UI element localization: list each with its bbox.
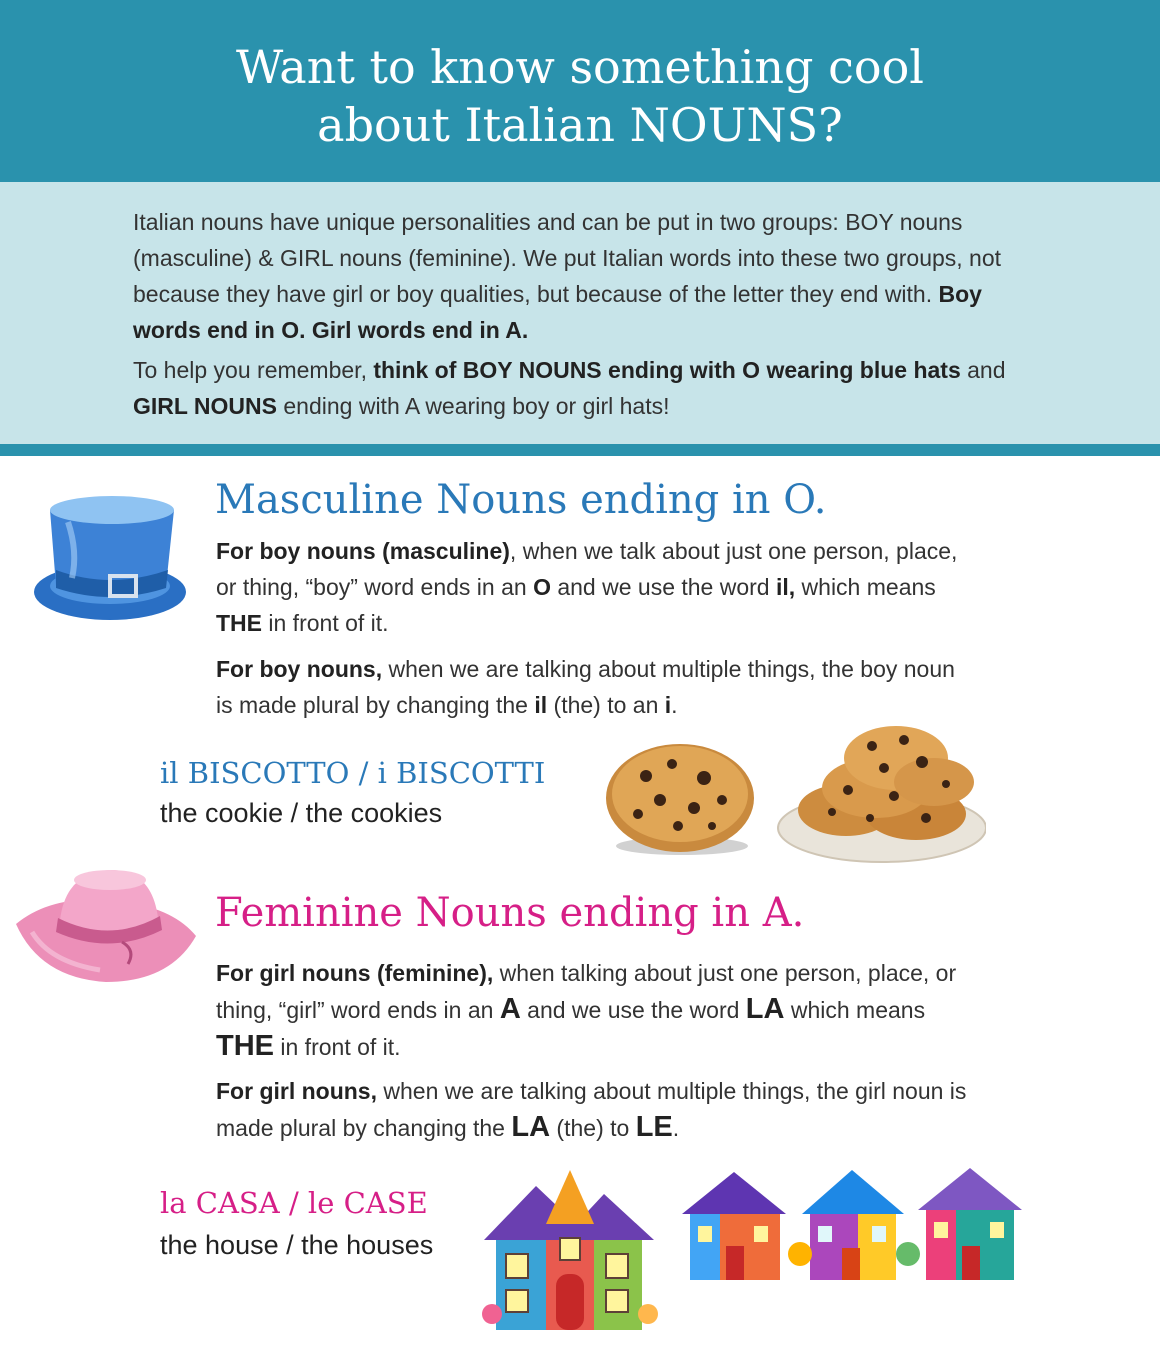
- feminine-example-translation: the house / the houses: [160, 1230, 434, 1260]
- houses-icon: [682, 1166, 1022, 1286]
- cookie-icon: [602, 738, 762, 858]
- feminine-paragraph-2: For girl nouns, when we are talking about multiple things, the girl noun is made plural by changing the LA (the) to LE.: [216, 1078, 967, 1143]
- masculine-title: Masculine Nouns ending in O.: [215, 477, 827, 523]
- page-title: [0, 38, 1160, 154]
- title-line-1: Want to know something cool: [236, 40, 924, 94]
- intro-paragraph-1: Italian nouns have unique personalities and can be put in two groups: BOY nouns (masculine) & GIRL nouns (feminine). We put Italian words into these two groups, not because they have girl or boy qualities, but because of the letter they end with. Boy words end in O. Girl words end in A.: [133, 209, 1002, 343]
- feminine-title: Feminine Nouns ending in A.: [215, 890, 805, 936]
- intro-paragraph-2: To help you remember, think of BOY NOUNS ending with O wearing blue hats and GIRL NOUNS ending with A wearing boy or girl hats!: [133, 357, 1006, 419]
- feminine-paragraph-1: For girl nouns (feminine), when talking about just one person, place, or thing, “girl” word ends in an A and we use the word LA which means THE in front of it.: [216, 960, 957, 1062]
- masculine-paragraph-2: For boy nouns, when we are talking about multiple things, the boy noun is made plural by changing the il (the) to an i.: [216, 656, 955, 718]
- intro-panel: [0, 182, 1160, 444]
- title-line-2: about Italian NOUNS?: [317, 98, 843, 152]
- house-icon: [476, 1164, 662, 1340]
- pink-hat-icon: [10, 858, 200, 988]
- masculine-example-word: il BISCOTTO / i BISCOTTI: [160, 756, 546, 790]
- cookie-plate-icon: [776, 718, 986, 864]
- intro-divider: [0, 444, 1160, 456]
- blue-top-hat-icon: [28, 492, 188, 626]
- masculine-example-translation: the cookie / the cookies: [160, 798, 443, 828]
- feminine-example-word: la CASA / le CASE: [160, 1186, 428, 1220]
- header-banner: [0, 0, 1160, 182]
- masculine-paragraph-1: For boy nouns (masculine), when we talk about just one person, place, or thing, “boy” word ends in an O and we use the word il, which means THE in front of it.: [216, 538, 958, 636]
